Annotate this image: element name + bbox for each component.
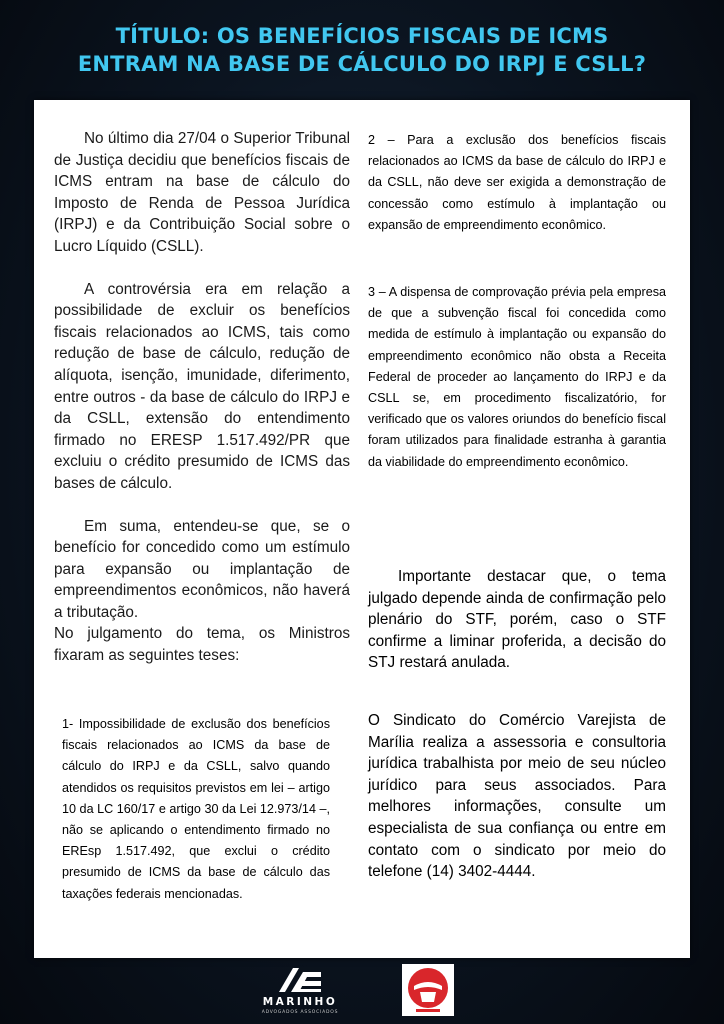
- title-line-2: ENTRAM NA BASE DE CÁLCULO DO IRPJ E CSLL?: [77, 52, 647, 76]
- marinho-logo: [255, 962, 345, 1018]
- paragraph-decision: No último dia 27/04 o Superior Tribunal de Justiça decidiu que benefícios fiscais de ICMS entram na base de cálculo do Imposto de Renda de Pessoa Jurídica (IRPJ) e da Contribuição Social sobre o Lucro Líquido (CSLL).: [54, 130, 350, 255]
- paragraph-summary: Em suma, entendeu-se que, se o benefício for concedido como um estímulo para expansão ou implantação de empreendimentos econômicos, não haverá a tributação.: [54, 517, 350, 621]
- title-line-1: TÍTULO: OS BENEFÍCIOS FISCAIS DE ICMS: [115, 24, 609, 48]
- thesis-item-1: 1- Impossibilidade de exclusão dos benefícios fiscais relacionados ao ICMS da base de cálculo do IRPJ e da CSLL, salvo quando atendidos os requisitos previstos em lei – artigo 10 da LC 160/17 e artigo 30 da Lei 12.973/14 –, não se aplicando o entendimento firmado no EREsp 1.517.492, que exclui o crédito presumido de ICMS da base de cálculo das taxações federais mencionadas.: [62, 717, 330, 901]
- sincomercio-logo: [402, 964, 454, 1016]
- paragraph-sindicato: O Sindicato do Comércio Varejista de Marília realiza a assessoria e consultoria jurídica trabalhista por meio de seu núcleo jurídico para seus associados. Para melhores informações, consulte um especialista de sua confiança ou entre em contato com o sindicato por meio do telefone (14) 3402-4444.: [368, 712, 666, 881]
- page-title: [0, 22, 724, 78]
- left-column: [54, 128, 350, 667]
- marinho-logo-name: MARINHO: [262, 996, 338, 1008]
- paragraph-controversy: A controvérsia era em relação a possibilidade de excluir os benefícios fiscais relacionados ao ICMS, tais como redução de base de cálculo, redução de alíquota, isenção, imunidade, diferimento, entre outros - da base de cálculo do IRPJ e da CSLL, extensão do entendimento firmado no ERESP 1.517.492/PR que excluiu o crédito presumido de ICMS das bases de cálculo.: [54, 280, 350, 492]
- paragraph-important: Importante destacar que, o tema julgado depende ainda de confirmação pelo plenário do STF, porém, caso o STF confirme a liminar proferida, a decisão do STJ restará anulada.: [368, 568, 666, 672]
- marinho-logo-subtitle: ADVOGADOS ASSOCIADOS: [261, 1010, 339, 1015]
- content-card: [34, 100, 690, 958]
- marinho-mark-icon: [277, 964, 323, 994]
- sindicato-emblem-icon: [402, 964, 454, 1016]
- thesis-item-2: 2 – Para a exclusão dos benefícios fiscais relacionados ao ICMS da base de cálculo do IRPJ e da CSLL, não deve ser exigida a demonstração de concessão como estímulo à implantação ou expansão de empreendimento econômico.: [368, 133, 666, 232]
- footer-logos: [0, 962, 724, 1022]
- paragraph-theses-intro: No julgamento do tema, os Ministros fixaram as seguintes teses:: [54, 625, 350, 665]
- thesis-item-3: 3 – A dispensa de comprovação prévia pela empresa de que a subvenção fiscal foi concedida como medida de estímulo à implantação ou expansão do empreendimento econômico não obsta a Receita Federal de proceder ao lançamento do IRPJ e da CSLL se, em procedimento fiscalizatório, for verificado que os valores oriundos do benefício fiscal foram utilizados para finalidade estranha à garantia da viabilidade do empreendimento econômico.: [368, 285, 666, 469]
